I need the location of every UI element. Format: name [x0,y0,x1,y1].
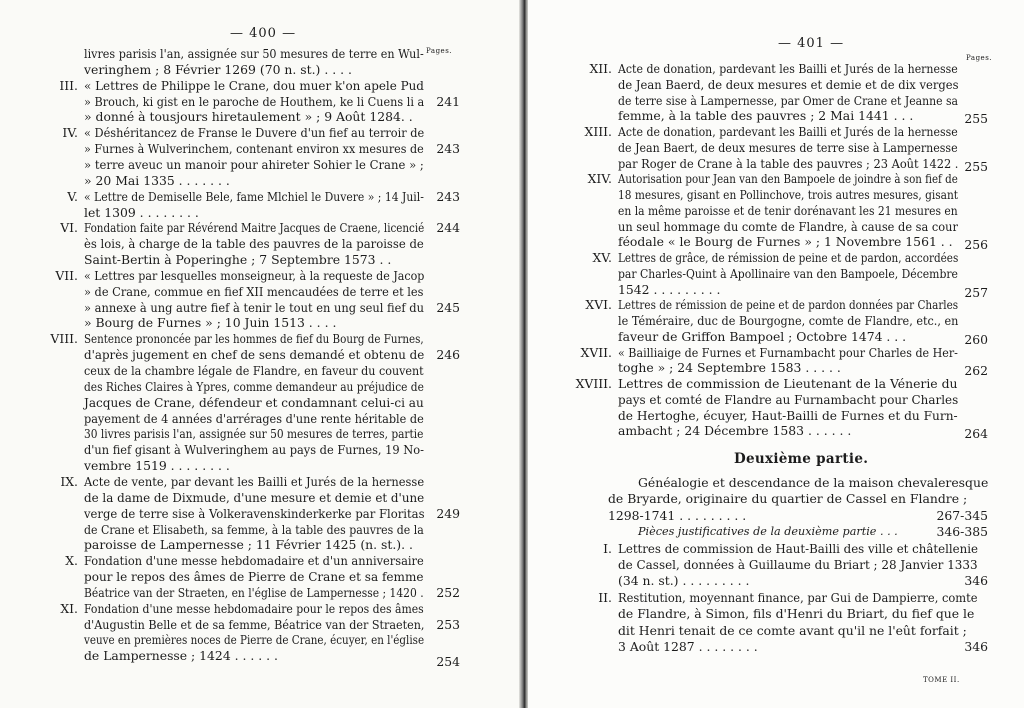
entry-line: 18 mesures, gisant en Pollinchove, trois autres mesures, gisant [618,187,959,202]
page-ref: 241 [436,93,460,109]
page-ref: 346-385 [936,524,988,540]
entry-line: de Bryarde, originaire du quartier de Cassel en Flandre ; [608,491,968,507]
entry-line: (34 n. st.) . . . . . . . . . [618,573,750,589]
entry-numeral: IX. [60,473,78,489]
entry-line: Saint-Bertin à Poperinghe ; 7 Septembre 1573 . . [84,252,392,268]
pages-column-heading: Pages. [426,47,453,55]
entry-line: Fondation faite par Révérend Maitre Jacques de Craene, licencié [84,220,425,236]
entry-line: Lettres de grâce, de rémission de peine et de pardon, accordées [618,250,959,265]
pages-column-heading-right: Pages. [966,54,993,62]
page-ref: 264 [964,426,988,442]
entry-line: let 1309 . . . . . . . . [84,204,199,220]
page-ref: 260 [964,331,988,347]
entry-line: Lettres de commission de Lieutenant de la Vénerie du [618,376,958,391]
entry-line: d'après jugement en chef de sens demandé et obtenu de [84,347,425,363]
page-ref: 253 [436,616,460,632]
page-ref: 249 [436,505,460,521]
entry-line: Pièces justificatives de la deuxième partie . . . [638,525,898,539]
entry-line: ès lois, à charge de la table des pauvres de la paroisse de [84,236,424,252]
right-page [528,0,1024,708]
entry-line: Béatrice van der Straeten, en l'église de Lampernesse ; 1420 . [84,584,424,600]
entry-numeral: X. [65,553,78,569]
page-ref: 254 [436,654,460,670]
entry-line: vembre 1519 . . . . . . . . [84,458,230,474]
entry-line: de Flandre, à Simon, fils d'Henri du Briart, du fief que le [618,606,975,622]
entry-line: par Charles-Quint à Apollinaire van den Bampoele, Décembre [618,265,958,281]
entry-line: paroisse de Lampernesse ; 11 Février 1425 (n. st.). . [84,537,413,553]
entry-line: veuve en premières noces de Pierre de Crane, écuyer, en l'église [84,632,425,648]
entry-line: pour le repos des âmes de Pierre de Crane et sa femme [84,569,424,585]
page-ref: 244 [436,220,460,236]
entry-line: femme, à la table des pauvres ; 2 Mai 1441 . . . [618,108,914,124]
entry-numeral: XI. [60,600,78,616]
page-ref: 252 [436,584,460,600]
page-ref: 243 [436,188,460,204]
page-ref: 257 [964,284,988,300]
entry-line: « Lettres par lesquelles monseigneur, à la requeste de Jacop [84,267,425,283]
page-number-401: — 401 — [778,36,845,51]
entry-line: toghe » ; 24 Septembre 1583 . . . . . [618,360,841,376]
entry-line: de Hertoghe, écuyer, Haut-Bailli de Furnes et du Furn- [618,407,958,423]
entry-line: payement de 4 années d'arrérages d'une rente héritable de [84,410,424,426]
entry-line: d'Augustin Belle et de sa femme, Béatrice van der Straeten, [84,616,425,632]
entry-line: des Riches Claires à Ypres, comme demandeur au préjudice de [84,378,424,394]
entry-line: » Furnes à Wulverinchem, contenant environ xx mesures de [84,141,424,157]
entry-line: Acte de vente, par devant les Bailli et Jurés de la hernesse [84,473,425,489]
entry-line: Acte de donation, pardevant les Bailli et Jurés de la hernesse [618,124,958,139]
entry-line: Généalogie et descendance de la maison chevaleresque [638,475,989,490]
entry-line: pays et comté de Flandre au Furnambacht pour Charles [618,391,959,407]
entry-line: Autorisation pour Jean van den Bampoele de joindre à son fief de [618,171,958,187]
entry-line: de Cassel, données à Guillaume du Briart ; 28 Janvier 1333 [618,557,978,572]
entry-line: de Lampernesse ; 1424 . . . . . . [84,648,278,664]
entry-numeral: III. [59,77,78,93]
entry-line: Fondation d'une messe hebdomadaire pour le repos des âmes [84,600,424,616]
tome-footer: TOME II. [923,676,960,684]
entry-line: de la dame de Dixmude, d'une mesure et demie et d'une [84,489,425,505]
entry-numeral: VIII. [50,331,78,347]
entry-line: de terre sise à Lampernesse, par Omer de Crane et Jeanne sa [618,92,959,108]
entry-line: Restitution, moyennant finance, par Gui de Dampierre, comte [618,589,978,605]
entry-line: faveur de Griffon Bampoel ; Octobre 1474 . . . [618,328,907,344]
entry-numeral: VI. [60,220,78,236]
entry-line: » donné à tousjours hiretaulement » ; 9 Août 1284. . [84,109,413,125]
entry-numeral: V. [67,188,78,204]
entry-line: verge de terre sise à Volkeravenskinderkerke par Floritas [84,505,425,521]
entry-line: d'un fief gisant à Wulveringhem au pays de Furnes, 19 No- [84,442,424,458]
entry-numeral: XVII. [580,344,612,360]
page-ref: 346 [964,573,988,589]
page-ref: 255 [964,158,988,174]
entry-line: Fondation d'une messe hebdomadaire et d'un anniversaire [84,553,424,569]
section-title: Deuxième partie. [734,451,869,467]
entry-line: 30 livres parisis l'an, assignée sur 50 mesures de terres, partie [84,426,424,442]
entry-line: « Bailliaige de Furnes et Furnambacht pour Charles de Her- [618,344,958,360]
entry-line: Acte de donation, pardevant les Bailli et Jurés de la hernesse [618,61,958,76]
entry-line: de Jean Baerd, de deux mesures et demie et de dix verges [618,76,959,92]
entry-line: » de Crane, commue en fief XII mencaudées de terre et les [84,283,424,299]
entry-line: un seul hommage du comte de Flandre, à cause de sa cour [618,218,958,234]
entry-numeral: II. [598,589,612,605]
entry-line: de Crane et Elisabeth, sa femme, à la table des pauvres de la [84,521,424,537]
entry-line: » Bourg de Furnes » ; 10 Juin 1513 . . . . [84,315,337,331]
entry-numeral: XIV. [587,171,612,187]
page-ref: 255 [964,111,988,127]
entry-line: le Téméraire, duc de Bourgogne, comte de Flandre, etc., en [618,313,959,328]
entry-line: » 20 Mai 1335 . . . . . . . [84,172,230,188]
entry-numeral: XII. [589,61,612,76]
page-ref: 346 [964,639,988,654]
entry-line: Lettres de commission de Haut-Bailli des ville et châtellenie [618,540,979,556]
entry-line: 1542 . . . . . . . . . [618,281,721,297]
page-ref: 245 [436,299,460,315]
entry-line: 1298-1741 . . . . . . . . . [608,507,747,523]
entry-line: » annexe à ung autre fief à tenir le tout en ung seul fief du [84,299,425,315]
entry-line: de Jean Baert, de deux mesures de terre sise à Lampernesse [618,139,958,155]
entry-line: en la même paroisse et de tenir dorénavant les 21 mesures en [618,202,958,218]
entry-line: féodale « le Bourg de Furnes » ; 1 Novembre 1561 . . [618,234,953,250]
entry-line: dit Henri tenait de ce comte avant qu'il ne l'eût forfait ; [618,622,967,638]
entry-line: « Déshéritancez de Franse le Duvere d'un fief au terroir de [84,125,425,141]
page-ref: 267-345 [936,507,988,523]
entry-numeral: VII. [55,267,78,283]
page-ref: 246 [436,347,460,363]
entry-numeral: IV. [62,125,78,141]
entry-line: livres parisis l'an, assignée sur 50 mesures de terre en Wul- [84,46,424,61]
entry-line: Sentence prononcée par les hommes de fief du Bourg de Furnes, [84,331,424,347]
entry-line: » Brouch, ki gist en le paroche de Houthem, ke li Cuens li a [84,93,425,109]
entry-numeral: I. [603,540,612,556]
entry-line: « Lettres de Philippe le Crane, dou muer k'on apele Pud [84,77,424,93]
entry-line: » terre aveuc un manoir pour ahireter Sohier le Crane » ; [84,156,424,172]
page-ref: 243 [436,141,460,157]
entry-numeral: XVIII. [575,376,612,391]
page-ref: 256 [964,237,988,253]
entry-line: Lettres de rémission de peine et de pardon données par Charles [618,297,959,313]
page-ref: 262 [964,363,988,379]
entry-numeral: XIII. [584,124,612,139]
entry-numeral: XVI. [585,297,612,313]
entry-line: veringhem ; 8 Février 1269 (70 n. st.) . . . . [84,61,352,77]
entry-line: par Roger de Crane à la table des pauvres ; 23 Août 1422 . [618,155,959,171]
page-number-400: — 400 — [230,26,297,41]
entry-line: ceux de la chambre légale de Flandre, en faveur du couvent [84,363,424,378]
entry-line: 3 Août 1287 . . . . . . . . [618,639,758,654]
entry-line: ambacht ; 24 Décembre 1583 . . . . . . [618,423,852,439]
entry-line: « Lettre de Demiselle Bele, fame Mlchiel le Duvere » ; 14 Juil- [84,188,424,204]
entry-numeral: XV. [592,250,612,265]
entry-line: Jacques de Crane, défendeur et condamnant celui-ci au [84,394,424,410]
